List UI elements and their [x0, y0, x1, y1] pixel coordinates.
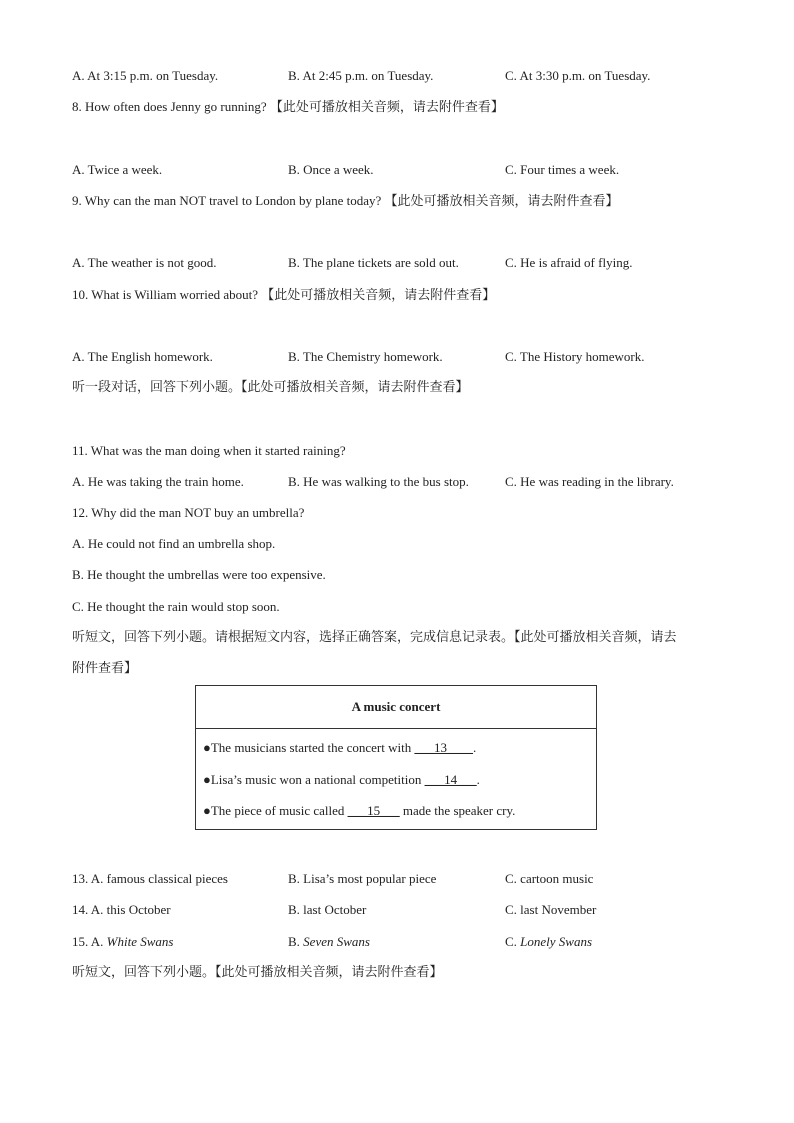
section2-instruction: 听短文，回答下列小题。请根据短文内容，选择正确答案，完成信息记录表。【此处可播放相关音频，请去 — [72, 630, 677, 645]
section2-instruction-cont: 附件查看】 — [72, 661, 138, 676]
q14-option-a: 14. A. this October — [72, 902, 171, 917]
table-title: A music concert — [196, 686, 596, 729]
q8-question: 8. How often does Jenny go running? 【此处可播放相关音频，请去附件查看】 — [72, 99, 504, 115]
q9-option-c: C. He is afraid of flying. — [505, 255, 633, 270]
q11-question: 11. What was the man doing when it started raining? — [72, 443, 346, 458]
q7-option-a: A. At 3:15 p.m. on Tuesday. — [72, 68, 219, 83]
q10-option-b: B. The Chemistry homework. — [288, 349, 443, 364]
q8-option-c: C. Four times a week. — [505, 162, 620, 177]
q12-option-b: B. He thought the umbrellas were too expensive. — [72, 567, 326, 582]
q11-option-b: B. He was walking to the bus stop. — [288, 474, 469, 489]
q10-option-c: C. The History homework. — [505, 349, 645, 364]
q11-option-a: A. He was taking the train home. — [72, 474, 244, 489]
q15-option-b: B. Seven Swans — [288, 934, 370, 949]
q12-question: 12. Why did the man NOT buy an umbrella? — [72, 505, 305, 520]
q7-option-c: C. At 3:30 p.m. on Tuesday. — [505, 68, 651, 83]
q14-option-c: C. last November — [505, 902, 597, 917]
q15-option-c: C. Lonely Swans — [505, 934, 593, 949]
section1-instruction: 听一段对话，回答下列小题。【此处可播放相关音频，请去附件查看】 — [72, 380, 469, 395]
blank-14: ___14___ — [424, 772, 477, 787]
q13-option-a: 13. A. famous classical pieces — [72, 871, 228, 886]
q10-question: 10. What is William worried about? 【此处可播放相关音频，请去附件查看】 — [72, 287, 496, 303]
q9-audio-note: 【此处可播放相关音频，请去附件查看】 — [384, 194, 619, 209]
blank-15: ___15___ — [347, 803, 400, 818]
q7-option-b: B. At 2:45 p.m. on Tuesday. — [288, 68, 434, 83]
q9-option-b: B. The plane tickets are sold out. — [288, 255, 459, 270]
q12-option-c: C. He thought the rain would stop soon. — [72, 599, 280, 614]
q12-option-a: A. He could not find an umbrella shop. — [72, 536, 276, 551]
q8-option-b: B. Once a week. — [288, 162, 374, 177]
q13-option-b: B. Lisa’s most popular piece — [288, 871, 437, 886]
table-row-14: ●Lisa’s music won a national competition ___14___. — [203, 772, 480, 787]
q10-option-a: A. The English homework. — [72, 349, 213, 364]
table-row-15: ●The piece of music called ___15___ made the speaker cry. — [203, 803, 516, 818]
q8-audio-note: 【此处可播放相关音频，请去附件查看】 — [269, 100, 504, 115]
blank-13: ___13____ — [414, 740, 473, 755]
info-record-table — [195, 685, 597, 830]
table-row-13: ●The musicians started the concert with ___13____. — [203, 740, 477, 755]
q11-option-c: C. He was reading in the library. — [505, 474, 674, 489]
q14-option-b: B. last October — [288, 902, 367, 917]
q10-audio-note: 【此处可播放相关音频，请去附件查看】 — [261, 288, 496, 303]
q9-question: 9. Why can the man NOT travel to London by plane today? 【此处可播放相关音频，请去附件查看】 — [72, 193, 619, 209]
q9-option-a: A. The weather is not good. — [72, 255, 217, 270]
q13-option-c: C. cartoon music — [505, 871, 594, 886]
q15-option-a: 15. A. White Swans — [72, 934, 174, 949]
section3-instruction: 听短文，回答下列小题。【此处可播放相关音频，请去附件查看】 — [72, 965, 443, 980]
q8-option-a: A. Twice a week. — [72, 162, 163, 177]
